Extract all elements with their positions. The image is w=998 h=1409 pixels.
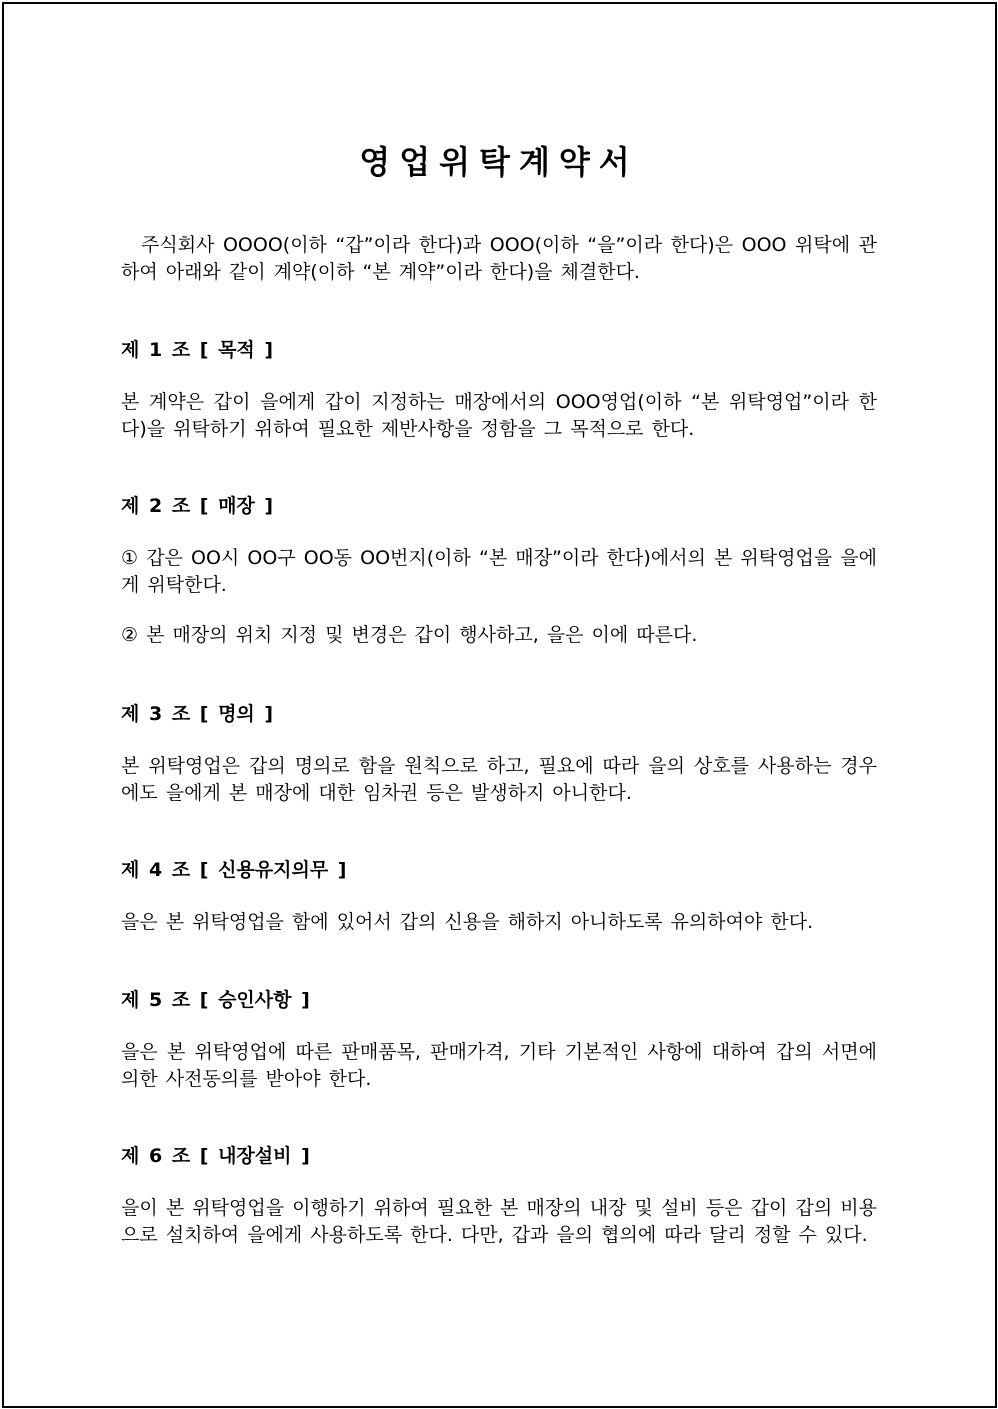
article-3-heading: 제 3 조 [ 명의 ] [121,703,274,725]
article-1-heading: 제 1 조 [ 목적 ] [121,339,274,361]
article-6-heading: 제 6 조 [ 내장설비 ] [121,1145,310,1167]
article-2-heading: 제 2 조 [ 매장 ] [121,495,274,517]
intro-paragraph: 주식회사 OOOO(이하 “갑”이라 한다)과 OOO(이하 “을”이라 한다)은 OOO 위탁에 관하여 아래와 같이 계약(이하 “본 계약”이라 한다)을 체결한다. [121,234,877,283]
article-4-paragraph: 을은 본 위탁영업을 함에 있어서 갑의 신용을 해하지 아니하도록 유의하여야 한다. [121,911,814,933]
article-6-paragraph: 을이 본 위탁영업을 이행하기 위하여 필요한 본 매장의 내장 및 설비 등은 갑이 갑의 비용으로 설치하여 을에게 사용하도록 한다. 다만, 갑과 을의 협의에 따라 달리 정할 수 있다. [121,1197,877,1246]
document-title: 영업위탁계약서 [359,143,639,181]
article-1-paragraph: 본 계약은 갑이 을에게 갑이 지정하는 매장에서의 OOO영업(이하 “본 위탁영업”이라 한다)을 위탁하기 위하여 필요한 제반사항을 정함을 그 목적으로 한다. [121,391,877,440]
article-2-paragraph-1: ① 갑은 OO시 OO구 OO동 OO번지(이하 “본 매장”이라 한다)에서의 본 위탁영업을 을에게 위탁한다. [121,547,877,596]
article-4-heading: 제 4 조 [ 신용유지의무 ] [121,859,347,881]
article-2-paragraph-2: ② 본 매장의 위치 지정 및 변경은 갑이 행사하고, 을은 이에 따른다. [121,624,698,646]
article-5-heading: 제 5 조 [ 승인사항 ] [121,989,310,1011]
article-3-paragraph: 본 위탁영업은 갑의 명의로 함을 원칙으로 하고, 필요에 따라 을의 상호를 사용하는 경우에도 을에게 본 매장에 대한 임차권 등은 발생하지 아니한다. [121,755,877,804]
article-5-paragraph: 을은 본 위탁영업에 따른 판매품목, 판매가격, 기타 기본적인 사항에 대하여 갑의 서면에 의한 사전동의를 받아야 한다. [121,1041,877,1090]
